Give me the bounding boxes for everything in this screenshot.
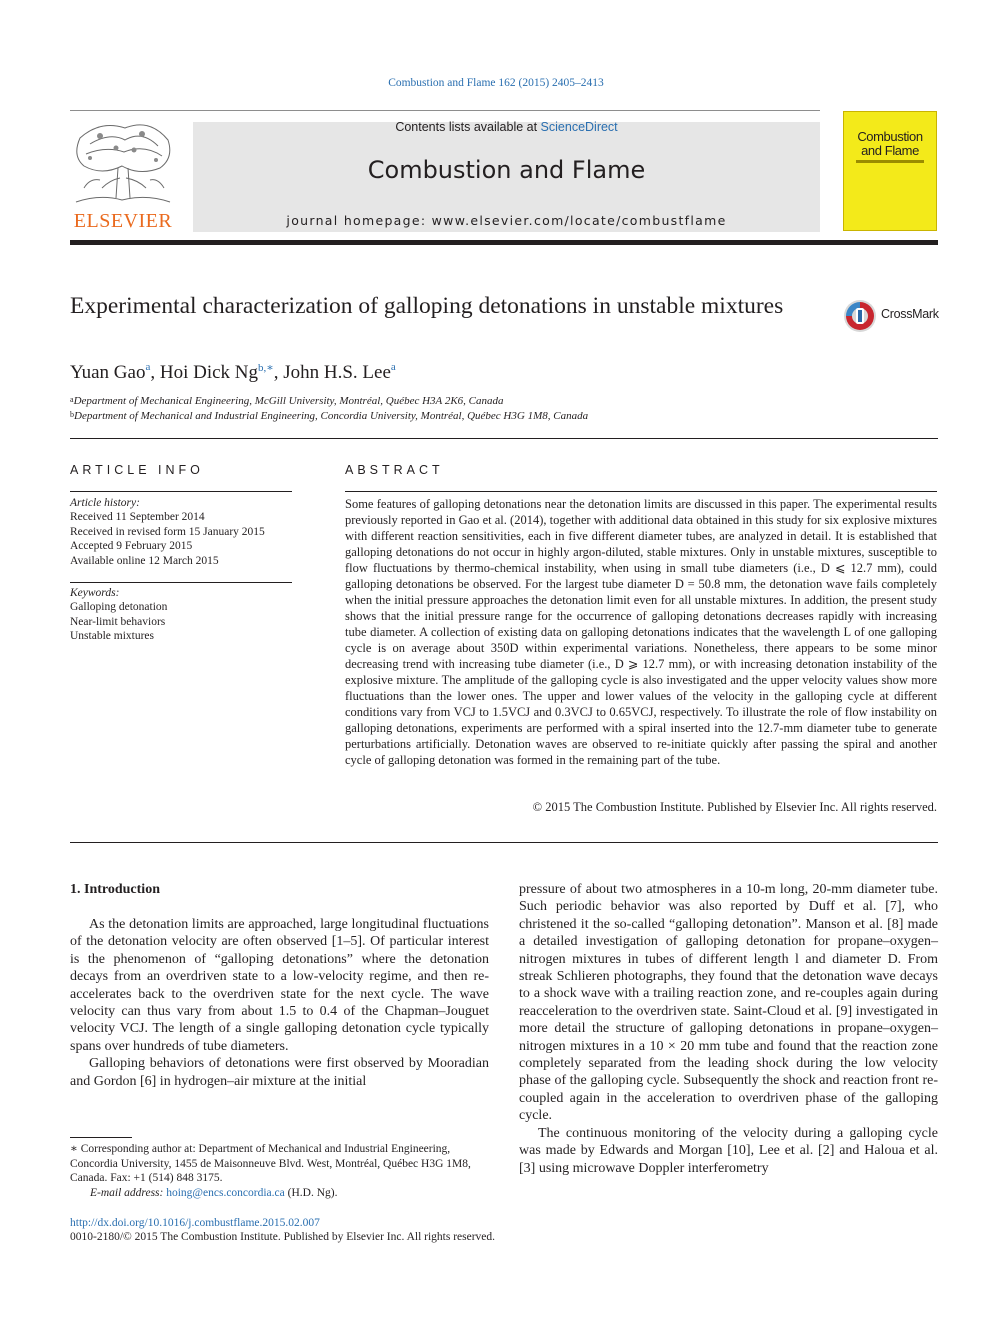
paragraph: The continuous monitoring of the velocity during a galloping cycle was made by Edwards and Morgan [10], Lee et al. [2] and Haloua et al. [3] using microwave Doppler interferometry [519,1125,938,1176]
abstract-copyright: © 2015 The Combustion Institute. Published by Elsevier Inc. All rights reserved. [532,800,937,814]
contents-prefix: Contents lists available at [395,120,541,134]
journal-homepage [193,213,820,228]
contents-line [193,120,820,134]
history-label: Article history: [70,497,140,509]
footnote-text: ∗ Corresponding author at: Department of Mechanical and Industrial Engineering, Concordia University, 1455 de Maisonneuve Blvd. West, Montréal, Québec H3G 1M8, Canada. Fax: +1 (514) 848 3175. [70,1143,471,1184]
section-rule [70,582,292,583]
body-column-right [519,881,938,1177]
article-history [70,496,265,568]
keywords-label: Keywords: [70,587,120,599]
body-column-left [70,916,489,1090]
author-name[interactable]: John H.S. Lee [283,362,391,383]
affiliation: $^a$Department of Mechanical Engineering, McGill University, Montréal, Québec H3A 2K6, Canada [70,395,504,407]
elsevier-wordmark: ELSEVIER [73,210,173,232]
paragraph: pressure of about two atmospheres in a 10-m long, 20-mm diameter tube. Such periodic behavior was also reported by Duff et al. [7], who christened it the so-called “galloping detonation”. Manson et al. [8] made a detailed investigation of galloping detonation for propane–oxygen–nitrogen mixtures in tubes of different length l and diameter D. From streak Schlieren photographs, they found that the detonation wave decays to a shock wave with a trailing reaction zone, and re-couples again during reacceleration to the overdriven state. Saint-Cloud et al. [9] investigated in more detail the structure of galloping detonations in propane–oxygen–nitrogen mixtures in a 10 × 20 mm tube and found that the reaction zone completely separated from the leading shock during the low velocity phase of the galloping cycle. Subsequently the shock and reaction front re-coupled again in the acceleration to overdriven phase of the galloping cycle. [519,882,938,1124]
email-link[interactable]: hoing@encs.concordia.ca [166,1186,285,1199]
journal-citation[interactable]: Combustion and Flame 162 (2015) 2405–2413 [388,77,604,89]
crossmark-label: CrossMark [881,307,939,321]
keyword: Galloping detonation [70,601,168,614]
keyword: Near-limit behaviors [70,615,166,628]
journal-name: Combustion and Flame [367,156,646,184]
section-rule [70,491,292,492]
cover-title: Combustion and Flame [857,129,923,158]
paragraph: As the detonation limits are approached, large longitudinal fluctuations of the detonation velocity are often observed [1–5]. Of particular interest is the phenomenon of “galloping detonations” where the detonation decays from an overdriven state to a low-velocity regime, and then re-accelerates back to the overdriven state for the next cycle. The wave velocity can thus vary from about 1.5 to 0.4 of the Chapman–Jouguet velocity VCJ. The length of a single galloping detonation cycle typically spans over hundreds of tube diameters. [70,917,489,1054]
header-rule [70,110,820,111]
footnote-rule [70,1137,132,1138]
cover-decoration [856,160,924,163]
author-list: Yuan Gao$^a$, Hoi Dick $Ng^{b,∗}$, John H.S. Lee$^a$ [70,361,396,383]
doi-link[interactable]: http://dx.doi.org/10.1016/j.combustflame.2015.02.007 [70,1217,320,1229]
issn-copyright: 0010-2180/© 2015 The Combustion Institute. Published by Elsevier Inc. All rights reserved. [70,1231,496,1243]
abstract-heading: ABSTRACT [345,463,444,477]
keywords [70,586,167,644]
author-affil-sup[interactable]: a [390,361,396,373]
history-item: Received 11 September 2014 [70,511,205,524]
email-suffix: (H.D. Ng). [284,1186,338,1199]
abstract-text: Some features of galloping detonations near the detonation limits are discussed in this paper. The experimental results previously reported in Gao et al. (2014), together with additional data obtained in this study for six explosive mixtures with different reaction sensitivities, each in five different diameter tubes, are analyzed in detail. It is established that galloping detonations do not occur in highly argon-diluted, stable mixtures. Only in unstable mixtures, susceptible to flow fluctuations by thermo-chemical instability, when using in small tube diameters (i.e., D ⩽ 12.7 mm), could galloping detonations be observed. For the largest tube diameter D = 50.8 mm, the detonation wave fails completely when the initial pressure approaches the detonation limit even for all unstable mixtures. In addition, the present study shows that the initial pressure range for the occurrence of galloping detonations decreases rapidly with increasing tube diameter. A collection of existing data on galloping detonations indicates that the wavelength L of one galloping cycle is on average about 350D within experimental variations. Nonetheless, there appears to be some minor decreasing trend with increasing tube diameter (i.e., D ⩾ 12.7 mm), or with increasing detonation instability of the explosive mixture. The amplitude of the galloping cycle is also investigated and the upper velocity values show more fluctuations than the lower ones. The upper and lower values of the velocity in the galloping cycle at different conditions vary from VCJ to 1.5VCJ and 0.3VCJ to 0.65VCJ, respectively. To illustrate the role of flow instability on galloping detonations, experiments are performed with a spiral inserted into the 12.7-mm diameter tube to generate perturbations artificially. Detonation waves are observed to re-initiate quickly after passing the spiral and another cycle of galloping detonation was formed in the remaining part of the tube. [345,497,937,767]
sciencedirect-link[interactable]: ScienceDirect [540,120,618,134]
crossmark-button[interactable] [843,297,939,335]
journal-cover[interactable] [843,111,937,231]
paragraph: Galloping behaviors of detonations were first observed by Mooradian and Gordon [6] in hydrogen–air mixture at the initial [70,1056,489,1089]
history-item: Available online 12 March 2015 [70,554,219,567]
article-info-heading: ARTICLE INFO [70,463,204,477]
article-title: Experimental characterization of galloping detonations in unstable mixtures [70,293,784,319]
author-name[interactable]: Yuan Gao [70,362,146,383]
section-rule [345,491,937,492]
author-affil-sup[interactable]: b,∗ [258,362,274,374]
author-affil-sup[interactable]: a [145,361,151,373]
homepage-prefix: journal homepage: [286,213,432,228]
homepage-link[interactable]: www.elsevier.com/locate/combustflame [431,213,727,228]
email-label: E-mail address: [90,1186,167,1199]
section-heading: 1. Introduction [70,882,160,897]
author-name[interactable]: Hoi Dick Ng [159,362,258,383]
header-thick-rule [70,240,938,245]
history-item: Received in revised form 15 January 2015 [70,525,265,538]
affiliation: $^b$Department of Mechanical and Industrial Engineering, Concordia University, Montréal, Québec H3G 1M8, Canada [70,410,589,422]
section-rule [70,438,938,439]
corresponding-author-footnote [70,1142,489,1200]
section-rule [70,842,938,843]
crossmark-icon [843,299,877,333]
history-item: Accepted 9 February 2015 [70,540,193,553]
keyword: Unstable mixtures [70,630,154,643]
